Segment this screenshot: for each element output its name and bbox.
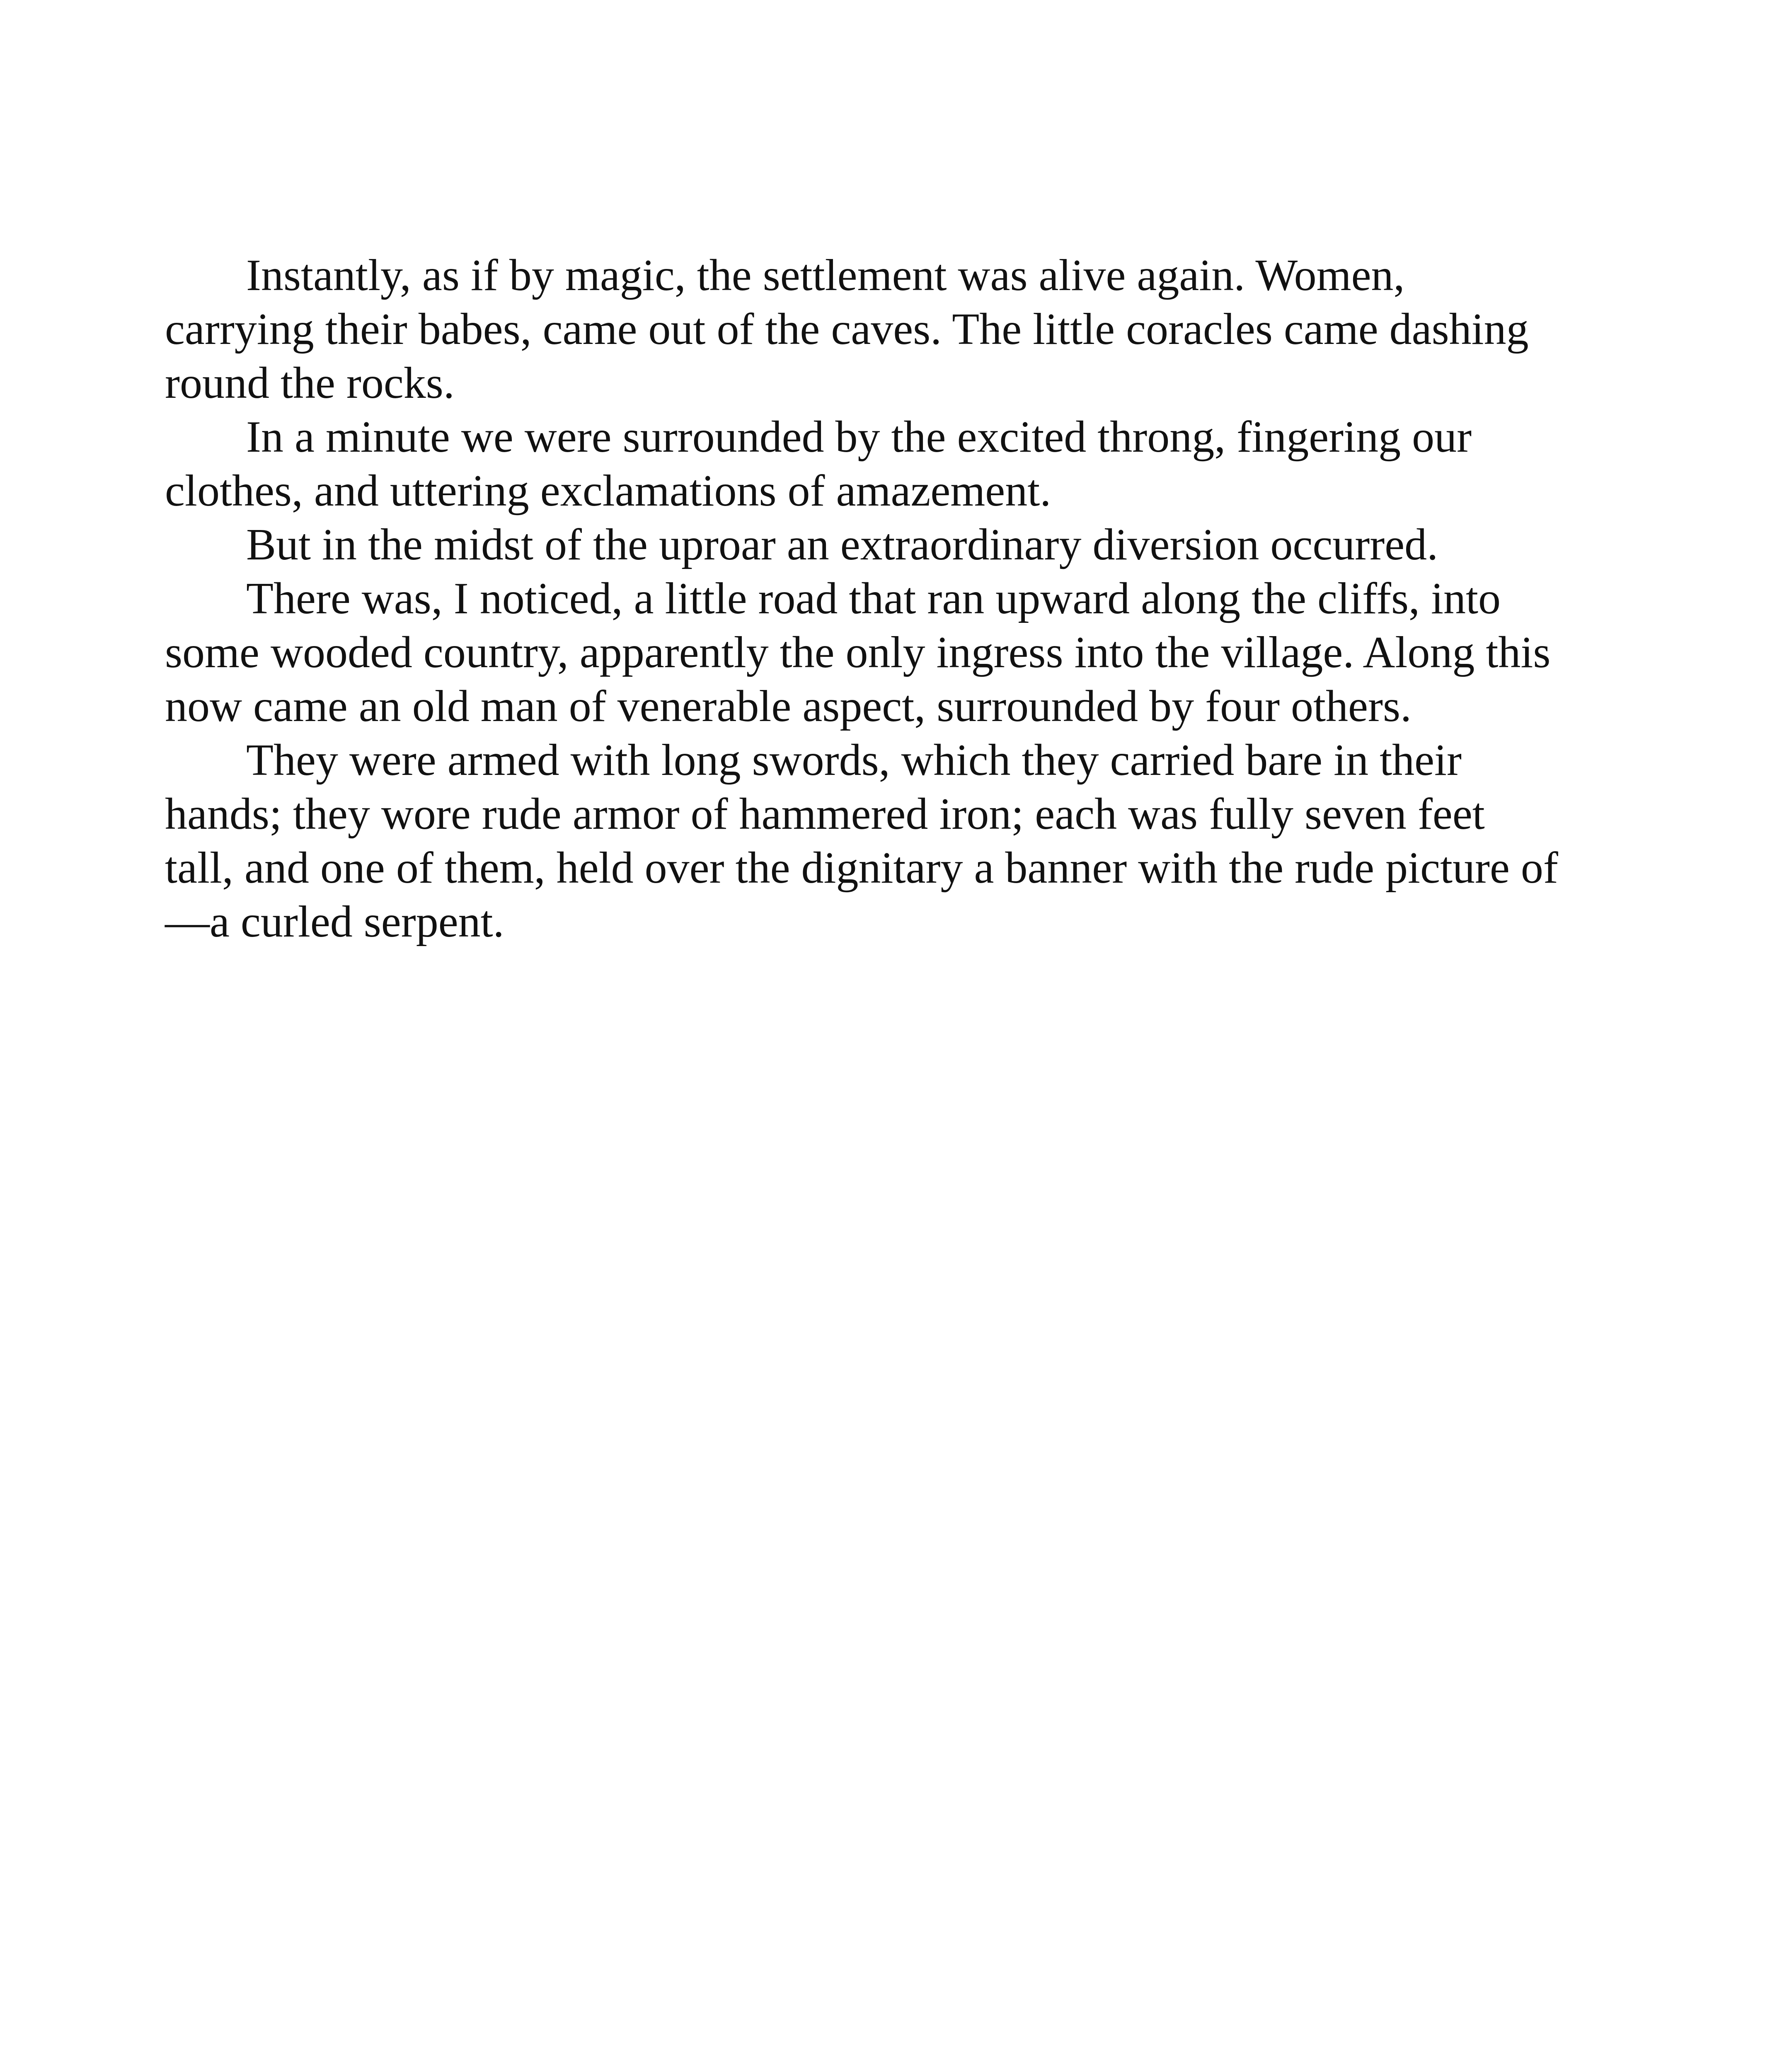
paragraph-1-line-2: carrying their babes, came out of the caves. The little coracles came dashing: [165, 305, 1529, 354]
paragraph-2-line-1: In a minute we were surrounded by the excited throng, fingering our: [246, 412, 1472, 462]
paragraph-4-line-3: now came an old man of venerable aspect, surrounded by four others.: [165, 682, 1412, 731]
paragraph-2-line-2: clothes, and uttering exclamations of amazement.: [165, 466, 1051, 516]
paragraph-4-line-1: There was, I noticed, a little road that ran upward along the cliffs, into: [246, 574, 1501, 623]
paragraph-4-line-2: some wooded country, apparently the only ingress into the village. Along this: [165, 628, 1551, 677]
paragraph-5-line-3: tall, and one of them, held over the dignitary a banner with the rude picture of: [165, 843, 1558, 893]
paragraph-5-line-2: hands; they wore rude armor of hammered iron; each was fully seven feet: [165, 789, 1485, 839]
paragraph-1-line-3: round the rocks.: [165, 358, 455, 408]
paragraph-5-line-4: —a curled serpent.: [165, 897, 504, 946]
paragraph-3-line-1: But in the midst of the uproar an extraordinary diversion occurred.: [246, 520, 1438, 569]
body-text: [165, 249, 1640, 949]
paragraph-5-line-1: They were armed with long swords, which they carried bare in their: [246, 736, 1462, 785]
paragraph-1-line-1: Instantly, as if by magic, the settlement was alive again. Women,: [246, 251, 1405, 300]
